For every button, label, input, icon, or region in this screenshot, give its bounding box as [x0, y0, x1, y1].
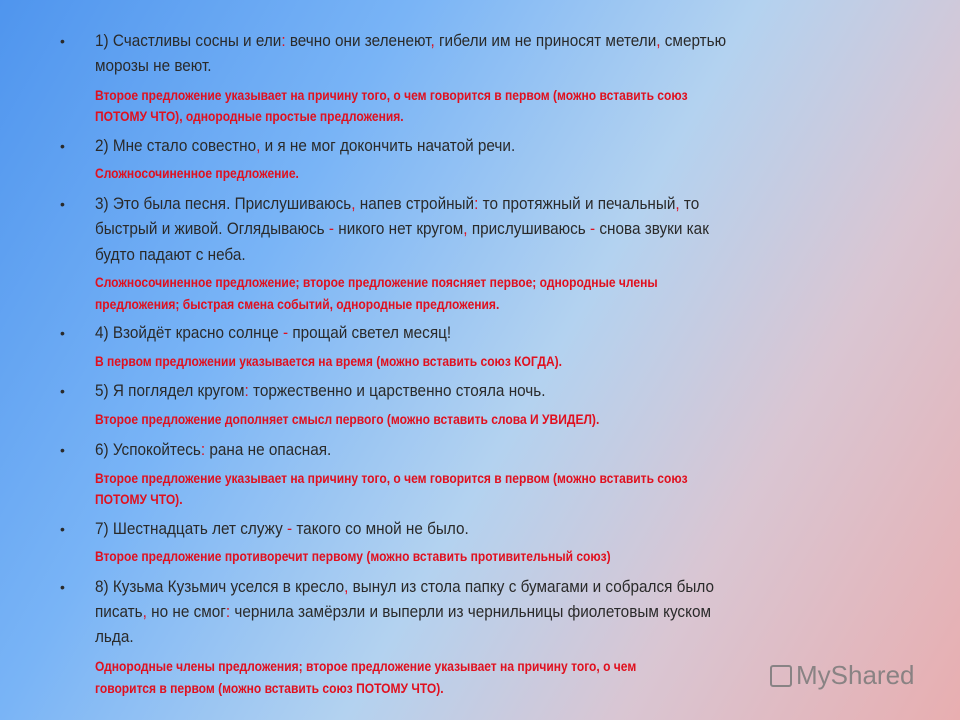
- sentence-text: снова звуки как: [595, 219, 709, 238]
- punctuation-mark: :: [244, 381, 249, 400]
- sentence-line: [95, 136, 515, 156]
- punctuation-mark: ,: [430, 31, 435, 50]
- punctuation-mark: :: [200, 440, 206, 459]
- sentence-line: [95, 577, 714, 597]
- sentence-line: [95, 440, 331, 460]
- sentence-text: то: [679, 194, 700, 213]
- bullet-icon: •: [60, 521, 65, 537]
- sentence-text: 4) Взойдёт красно солнце: [95, 323, 283, 342]
- bullet-icon: •: [60, 442, 65, 458]
- punctuation-mark: :: [281, 31, 286, 50]
- sentence-text: но не смог: [146, 602, 226, 621]
- sentence-text: и я не мог докончить начатой речи.: [260, 136, 516, 155]
- punctuation-mark: ,: [256, 136, 261, 155]
- analysis-note: Сложносочиненное предложение.: [95, 165, 299, 181]
- analysis-note: Второе предложение противоречит первому (можно вставить противительный союз): [95, 548, 611, 564]
- punctuation-mark: :: [225, 602, 231, 621]
- punctuation-mark: -: [590, 219, 596, 238]
- sentence-text: смертью: [660, 31, 727, 50]
- bullet-icon: •: [60, 138, 65, 154]
- punctuation-mark: :: [474, 194, 479, 213]
- sentence-line: [95, 323, 451, 343]
- sentence-text: вечно они зеленеют: [285, 31, 431, 50]
- analysis-note: Второе предложение указывает на причину того, о чем говорится в первом (можно вставить союз: [95, 87, 688, 103]
- sentence-line: [95, 519, 469, 539]
- analysis-note: В первом предложении указывается на время (можно вставить союз КОГДА).: [95, 353, 563, 369]
- analysis-note: говорится в первом (можно вставить союз ПОТОМУ ЧТО).: [95, 680, 444, 696]
- sentence-line: [95, 219, 709, 239]
- sentence-line: [95, 31, 726, 51]
- watermark-text: MyShared: [796, 660, 915, 690]
- sentence-text: гибели им не приносят метели: [434, 31, 657, 50]
- punctuation-mark: ,: [656, 31, 661, 50]
- sentence-text: 7) Шестнадцать лет служу: [95, 519, 287, 538]
- punctuation-mark: ,: [344, 577, 349, 596]
- sentence-text: писать: [95, 602, 143, 621]
- sentence-text: прислушиваюсь: [467, 219, 591, 238]
- bullet-icon: •: [60, 325, 65, 341]
- punctuation-mark: -: [286, 519, 293, 538]
- sentence-text: быстрый и живой. Оглядываюсь: [95, 219, 329, 238]
- sentence-text: напев стройный: [355, 194, 475, 213]
- analysis-note: предложения; быстрая смена событий, однородные предложения.: [95, 296, 500, 312]
- bullet-icon: •: [60, 33, 65, 49]
- analysis-note: Однородные члены предложения; второе предложение указывает на причину того, о чем: [95, 658, 637, 674]
- punctuation-mark: ,: [351, 194, 356, 213]
- analysis-note: Второе предложение дополняет смысл первого (можно вставить слова И УВИДЕЛ).: [95, 411, 600, 427]
- analysis-note: Второе предложение указывает на причину того, о чем говорится в первом (можно вставить союз: [95, 470, 688, 486]
- analysis-note: ПОТОМУ ЧТО), однородные простые предложения.: [95, 108, 404, 124]
- myshared-logo-icon: [770, 665, 792, 687]
- sentence-text: то протяжный и печальный: [478, 194, 676, 213]
- sentence-text: 8) Кузьма Кузьмич уселся в кресло: [95, 577, 345, 596]
- bullet-icon: •: [60, 196, 65, 212]
- sentence-line: [95, 381, 546, 401]
- bullet-icon: •: [60, 383, 65, 399]
- punctuation-mark: ,: [675, 194, 680, 213]
- watermark: [770, 660, 915, 691]
- sentence-text: чернила замёрзли и выперли из чернильницы фиолетовым куском: [230, 602, 711, 621]
- sentence-line: [95, 245, 246, 265]
- sentence-text: такого со мной не было.: [292, 519, 469, 538]
- sentence-text: рана не опасная.: [205, 440, 332, 459]
- analysis-note: Сложносочиненное предложение; второе предложение поясняет первое; однородные члены: [95, 274, 658, 290]
- sentence-text: никого нет кругом: [334, 219, 464, 238]
- punctuation-mark: ,: [463, 219, 468, 238]
- punctuation-mark: -: [328, 219, 335, 238]
- sentence-text: 5) Я поглядел кругом: [95, 381, 245, 400]
- sentence-text: будто падают с неба.: [95, 245, 246, 264]
- punctuation-mark: -: [282, 323, 289, 342]
- sentence-line: [95, 56, 212, 76]
- sentence-text: льда.: [95, 627, 134, 646]
- sentence-text: вынул из стола папку с бумагами и собрался было: [348, 577, 715, 596]
- bullet-icon: •: [60, 579, 65, 595]
- sentence-text: 2) Мне стало совестно: [95, 136, 257, 155]
- analysis-note: ПОТОМУ ЧТО).: [95, 491, 183, 507]
- sentence-line: [95, 602, 711, 622]
- sentence-text: прощай светел месяц!: [288, 323, 452, 342]
- sentence-text: 6) Успокойтесь: [95, 440, 201, 459]
- sentence-text: 1) Счастливы сосны и ели: [95, 31, 282, 50]
- sentence-text: морозы не веют.: [95, 56, 212, 75]
- sentence-text: торжественно и царственно стояла ночь.: [248, 381, 546, 400]
- sentence-text: 3) Это была песня. Прислушиваюсь: [95, 194, 352, 213]
- sentence-line: [95, 194, 699, 214]
- punctuation-mark: ,: [142, 602, 147, 621]
- sentence-line: [95, 627, 134, 647]
